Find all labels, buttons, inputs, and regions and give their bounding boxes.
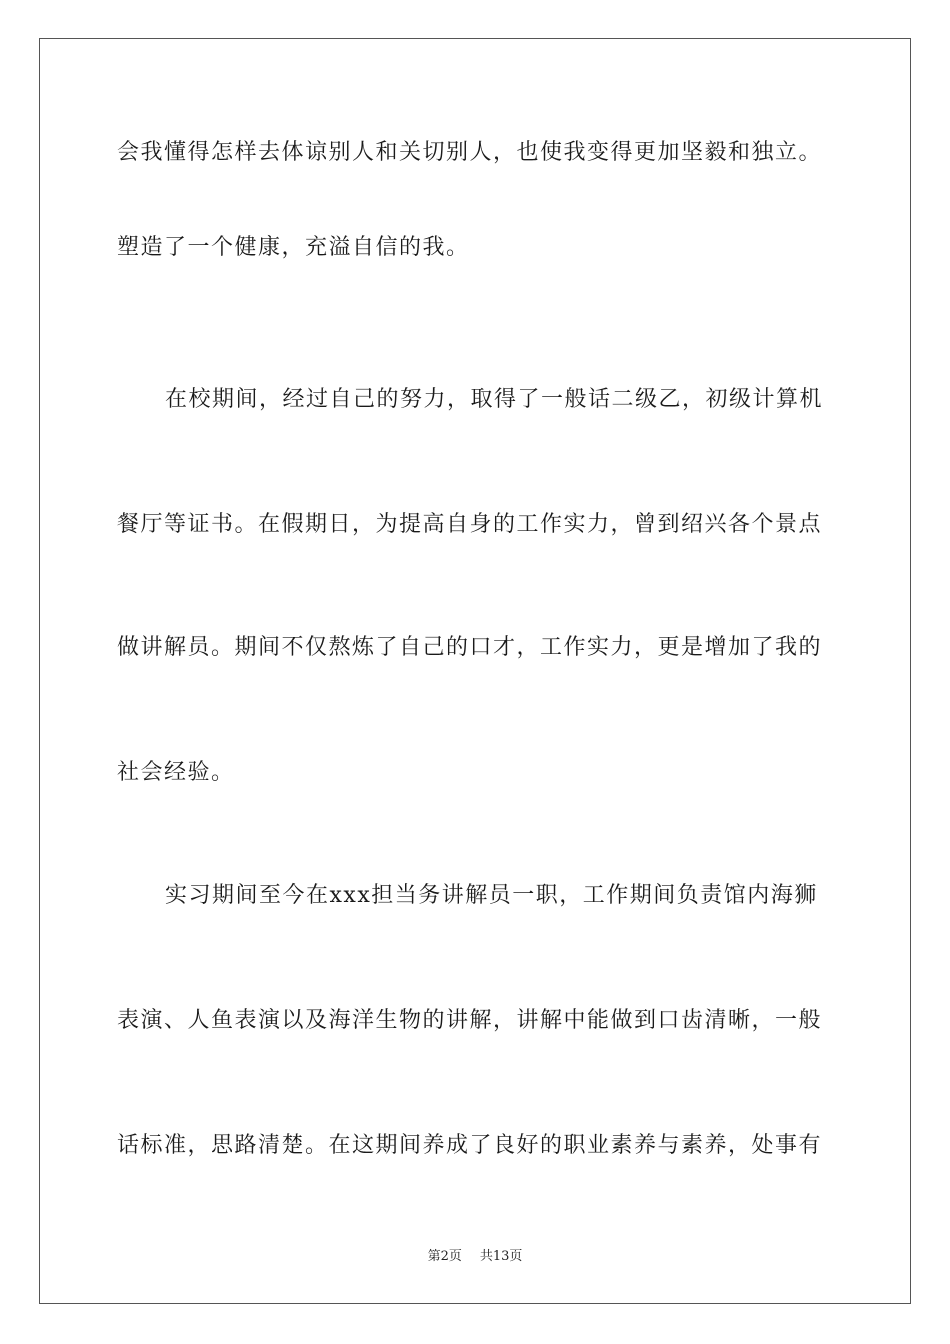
page-total: 共13页 xyxy=(479,1249,523,1264)
text-line: 做讲解员。期间不仅熬炼了自己的口才，工作实力，更是增加了我的 xyxy=(117,635,823,660)
text-line: 话标准，思路清楚。在这期间养成了良好的职业素养与素养，处事有 xyxy=(117,1133,823,1158)
page-frame xyxy=(39,38,911,1304)
paragraph-first-line: 实习期间至今在xxx担当务讲解员一职，工作期间负责馆内海狮 xyxy=(165,883,818,908)
page-number: 第2页 xyxy=(427,1249,462,1264)
text-line: 会我懂得怎样去体谅别人和关切别人，也使我变得更加坚毅和独立。 xyxy=(117,140,823,165)
paragraph-first-line: 在校期间，经过自己的努力，取得了一般话二级乙，初级计算机 xyxy=(165,387,824,412)
text-line: 餐厅等证书。在假期日，为提高自身的工作实力，曾到绍兴各个景点 xyxy=(117,512,823,537)
text-line: 社会经验。 xyxy=(117,760,235,785)
page-footer xyxy=(0,1248,950,1266)
text-line: 塑造了一个健康，充溢自信的我。 xyxy=(117,235,470,260)
text-line: 表演、人鱼表演以及海洋生物的讲解，讲解中能做到口齿清晰，一般 xyxy=(117,1008,823,1033)
